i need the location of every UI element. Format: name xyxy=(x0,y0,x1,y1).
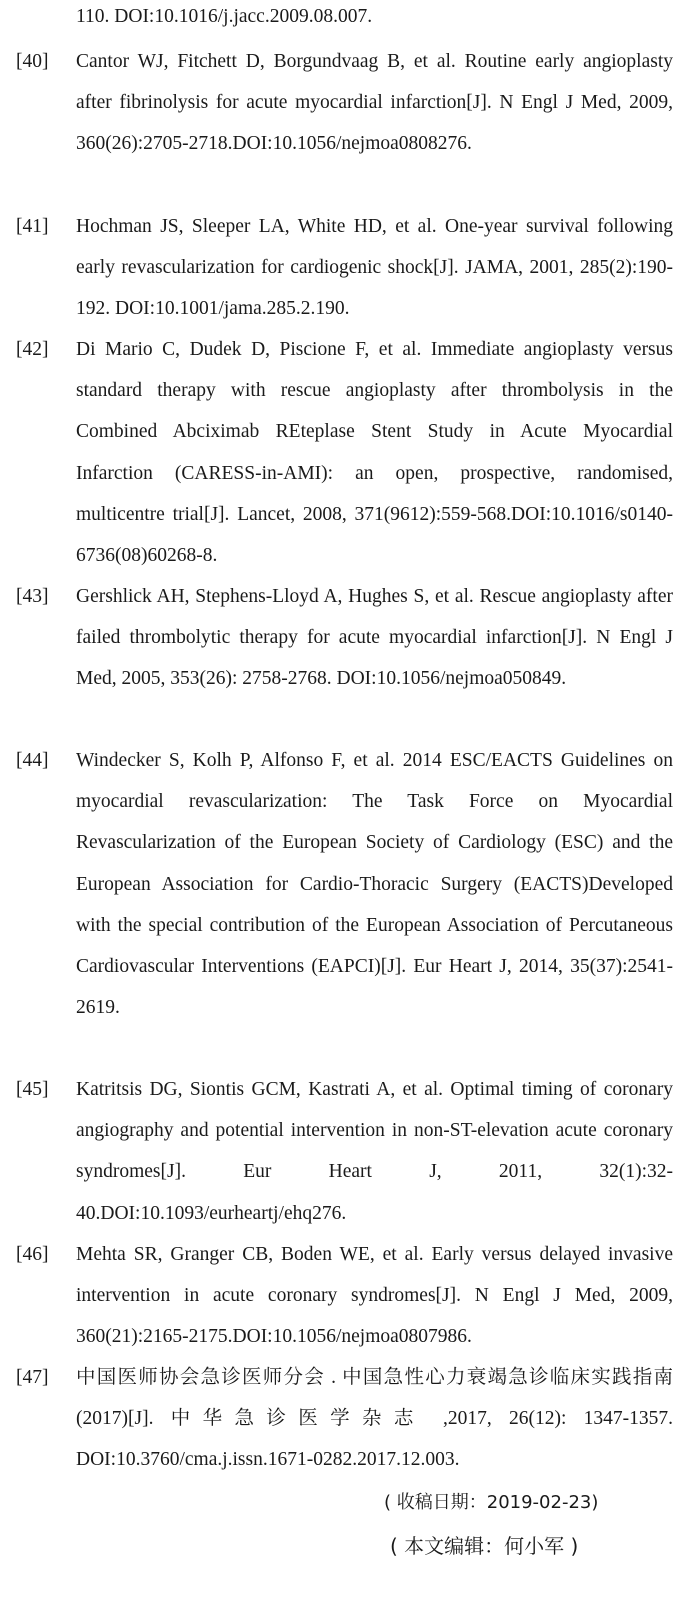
reference-entry xyxy=(0,576,687,700)
reference-number: [47] xyxy=(16,1367,49,1388)
reference-text: Hochman JS, Sleeper LA, White HD, et al. One-year survival following early revascularization for cardiogenic shock[J]. JAMA, 2001, 285(2):190-192. DOI:10.1001/jama.285.2.190. xyxy=(76,216,673,320)
reference-text: Windecker S, Kolh P, Alfonso F, et al. 2014 ESC/EACTS Guidelines on myocardial revascularization: The Task Force on Myocardial Revascularization of the European Society of Cardiology (ESC) and the European Association for Cardio-Thoracic Surgery (EACTS)Developed with the special contribution of the European Association of Percutaneous Cardiovascular Interventions (EAPCI)[J]. Eur Heart J, 2014, 35(37):2541-2619. xyxy=(76,750,673,1019)
reference-text: Katritsis DG, Siontis GCM, Kastrati A, et al. Optimal timing of coronary angiography and potential intervention in non-ST-elevation acute coronary syndromes[J]. Eur Heart J, 2011, 32(1):32-40.DOI:10.1093/eurheartj/ehq276. xyxy=(76,1079,673,1224)
reference-text: Di Mario C, Dudek D, Piscione F, et al. Immediate angioplasty versus standard therapy with rescue angioplasty after thrombolysis in the Combined Abciximab REteplase Stent Study in Acute Myocardial Infarction (CARESS-in-AMI): an open, prospective, randomised, multicentre trial[J]. Lancet, 2008, 371(9612):559-568.DOI:10.1016/s0140-6736(08)60268-8. xyxy=(76,339,673,567)
editor-credit: ( 本文编辑：何小军 ) xyxy=(390,1534,579,1558)
reference-continuation: 110. DOI:10.1016/j.jacc.2009.08.007. xyxy=(76,6,373,27)
reference-entry xyxy=(0,1234,687,1358)
reference-text: Mehta SR, Granger CB, Boden WE, et al. Early versus delayed invasive intervention in acute coronary syndromes[J]. N Engl J Med, 2009, 360(21):2165-2175.DOI:10.1056/nejmoa0807986. xyxy=(76,1244,673,1348)
reference-number: [46] xyxy=(16,1244,49,1265)
reference-entry xyxy=(0,329,687,576)
reference-entry xyxy=(0,1069,687,1234)
reference-number: [45] xyxy=(16,1079,49,1100)
reference-number: [44] xyxy=(16,750,49,771)
reference-entry xyxy=(0,1357,687,1481)
reference-entry xyxy=(0,740,687,1028)
reference-number: [40] xyxy=(16,51,49,72)
reference-text: 中国医师协会急诊医师分会 . 中国急性心力衰竭急诊临床实践指南 (2017)[J]. 中华急诊医学杂志 ,2017, 26(12): 1347-1357. DOI:10.3760/cma.j.issn.1671-0282.2017.12.003. xyxy=(76,1367,673,1471)
reference-text: Cantor WJ, Fitchett D, Borgundvaag B, et al. Routine early angioplasty after fibrinolysis for acute myocardial infarction[J]. N Engl J Med, 2009, 360(26):2705-2718.DOI:10.1056/nejmoa0808276. xyxy=(76,51,673,155)
received-date: ( 收稿日期：2019-02-23) xyxy=(384,1492,599,1513)
reference-entry xyxy=(0,206,687,330)
reference-entry xyxy=(0,41,687,165)
reference-number: [41] xyxy=(16,216,49,237)
reference-text: Gershlick AH, Stephens-Lloyd A, Hughes S, et al. Rescue angioplasty after failed thrombolytic therapy for acute myocardial infarction[J]. N Engl J Med, 2005, 353(26): 2758-2768. DOI:10.1056/nejmoa050849. xyxy=(76,586,673,690)
reference-number: [43] xyxy=(16,586,49,607)
reference-number: [42] xyxy=(16,339,49,360)
